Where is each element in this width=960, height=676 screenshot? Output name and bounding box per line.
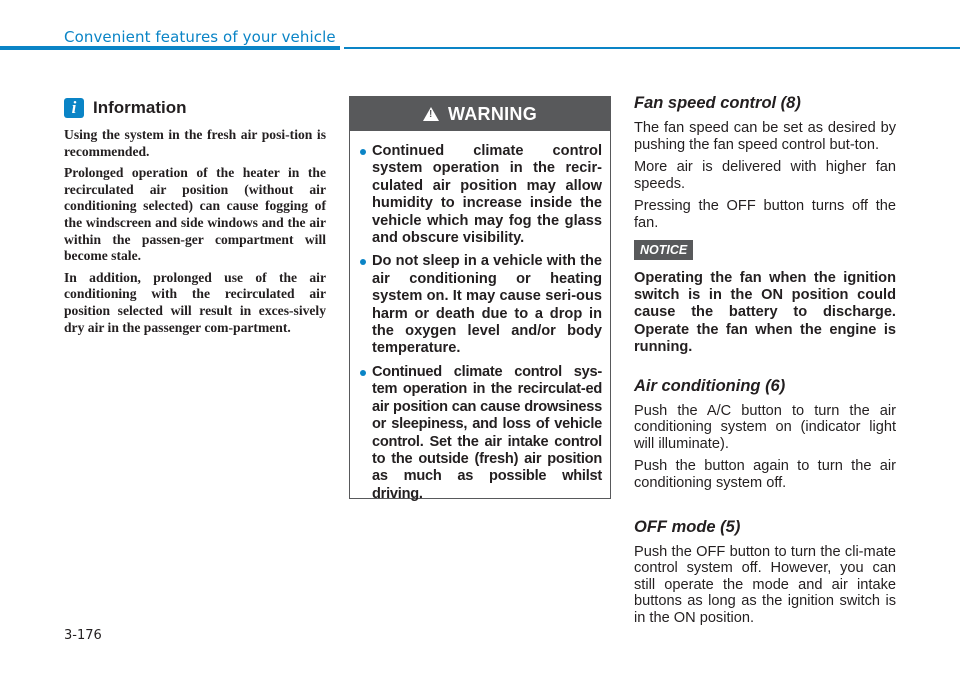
air-conditioning-title: Air conditioning (6): [634, 376, 786, 395]
information-paragraph: In addition, prolonged use of the air conditioning with the recirculated air position selected will result in exces-sively dry air in the passenger com-partment.: [64, 269, 326, 335]
fan-speed-paragraph: Pressing the OFF button turns off the fan.: [634, 198, 896, 231]
page-number: 3-176: [64, 628, 102, 643]
warning-item: Do not sleep in a vehicle with the air conditioning or heating system on. It may cause seri-ous harm or death due to a drop in the oxygen level and/or body temperature.: [372, 253, 602, 357]
warning-header: [350, 97, 610, 131]
info-icon: i: [64, 98, 84, 118]
air-conditioning-paragraph: Push the A/C button to turn the air conditioning system on (indicator light will illuminate).: [634, 402, 896, 452]
warning-item: Continued climate control sys-tem operation in the recirculat-ed air position can cause drowsiness or sleepiness, and loss of vehicle control. Set the air intake control to the outside (fresh) air position as much as possible whilst driving.: [372, 363, 602, 502]
notice-badge: NOTICE: [634, 240, 693, 260]
off-mode-paragraph: Push the OFF button to turn the cli-mate control system off. However, you can still operate the mode and air intake buttons as long as the ignition switch is in the ON position.: [634, 543, 896, 626]
air-conditioning-paragraph: Push the button again to turn the air conditioning system off.: [634, 458, 896, 491]
information-heading: [64, 96, 326, 120]
information-column: [64, 96, 326, 336]
information-paragraph: Prolonged operation of the heater in the recirculated air position (without air conditioning selected) can cause fogging of the windscreen and side windows and the air within the passen-ger compartment will become stale.: [64, 165, 326, 264]
fan-speed-paragraph: The fan speed can be set as desired by pushing the fan speed control but-ton.: [634, 120, 896, 153]
warning-item: Continued climate control system operation in the recir-culated air position may allow humidity to increase inside the vehicle which may fog the glass and obscure visibility.: [372, 143, 602, 247]
fan-speed-title: Fan speed control (8): [634, 94, 801, 112]
off-mode-title: OFF mode (5): [634, 517, 741, 536]
section-title: Convenient features of your vehicle: [64, 28, 336, 46]
header-rule-bold: [0, 46, 340, 50]
information-title: Information: [93, 98, 187, 117]
header-rule-thin: [344, 47, 960, 49]
warning-list: [350, 131, 610, 503]
warning-triangle-icon: !: [423, 107, 439, 121]
page-header: [0, 22, 960, 52]
warning-title: WARNING: [447, 103, 538, 124]
information-paragraph: Using the system in the fresh air posi-tion is recommended.: [64, 127, 326, 159]
fan-speed-paragraph: More air is delivered with higher fan speeds.: [634, 159, 896, 192]
notice-text: Operating the fan when the ignition switch is in the ON position could cause the battery to discharge. Operate the fan when the engine is running.: [634, 269, 896, 356]
controls-column: [634, 92, 896, 627]
warning-box: [349, 96, 611, 502]
